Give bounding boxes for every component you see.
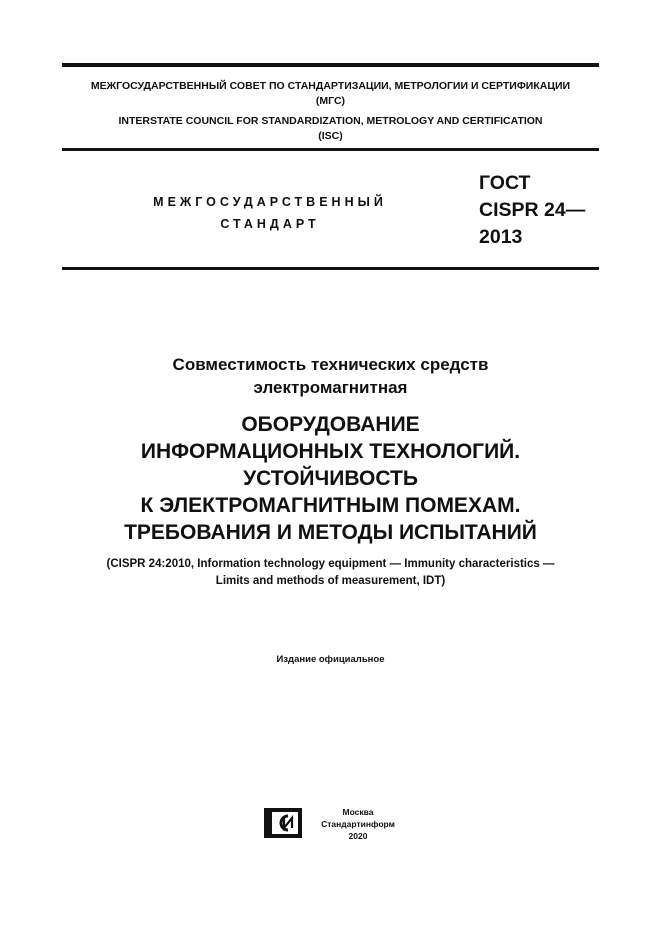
title-line: ИНФОРМАЦИОННЫХ ТЕХНОЛОГИЙ. <box>140 440 521 463</box>
cispr-reference-line2: Limits and methods of measurement, IDT) <box>215 575 446 587</box>
gost-line2: CISPR 24— <box>479 199 586 221</box>
council-name-ru: МЕЖГОСУДАРСТВЕННЫЙ СОВЕТ ПО СТАНДАРТИЗАЦИИ, МЕТРОЛОГИИ И СЕРТИФИКАЦИИ <box>90 80 571 92</box>
cispr-reference-line1: (CISPR 24:2010, Information technology equipment — Immunity characteristics — <box>106 558 555 570</box>
cispr-reference <box>40 556 621 590</box>
imprint-year: 2020 <box>348 831 368 841</box>
title-line: ТРЕБОВАНИЯ И МЕТОДЫ ИСПЫТАНИЙ <box>124 521 537 544</box>
standard-type-label <box>130 191 410 235</box>
edition-label: Издание официальное <box>276 654 385 665</box>
gost-designation <box>479 170 585 251</box>
gost-line1: ГОСТ <box>479 172 531 194</box>
title-line: К ЭЛЕКТРОМАГНИТНЫМ ПОМЕХАМ. <box>140 494 521 517</box>
council-abbr-en: (ISC) <box>318 130 343 142</box>
imprint <box>308 806 408 842</box>
bottom-rule <box>62 267 599 270</box>
gost-line3: 2013 <box>479 226 523 248</box>
document-title <box>62 411 599 546</box>
title-line: УСТОЙЧИВОСТЬ <box>243 467 418 490</box>
standartinform-logo-icon <box>264 808 302 838</box>
council-header <box>62 79 599 144</box>
council-abbr-ru: (МГС) <box>315 95 346 107</box>
title-line: ОБОРУДОВАНИЕ <box>241 413 420 436</box>
standard-type-line2: СТАНДАРТ <box>220 217 320 231</box>
standard-type-line1: МЕЖГОСУДАРСТВЕННЫЙ <box>153 195 387 209</box>
imprint-publisher: Стандартинформ <box>321 819 395 829</box>
subtitle-line1: Совместимость технических средств <box>172 355 489 374</box>
subtitle-line2: электромагнитная <box>253 378 408 397</box>
top-rule <box>62 63 599 67</box>
middle-rule <box>62 148 599 151</box>
council-name-en: INTERSTATE COUNCIL FOR STANDARDIZATION, METROLOGY AND CERTIFICATION <box>118 115 543 127</box>
document-subtitle <box>62 353 599 399</box>
imprint-city: Москва <box>342 807 374 817</box>
